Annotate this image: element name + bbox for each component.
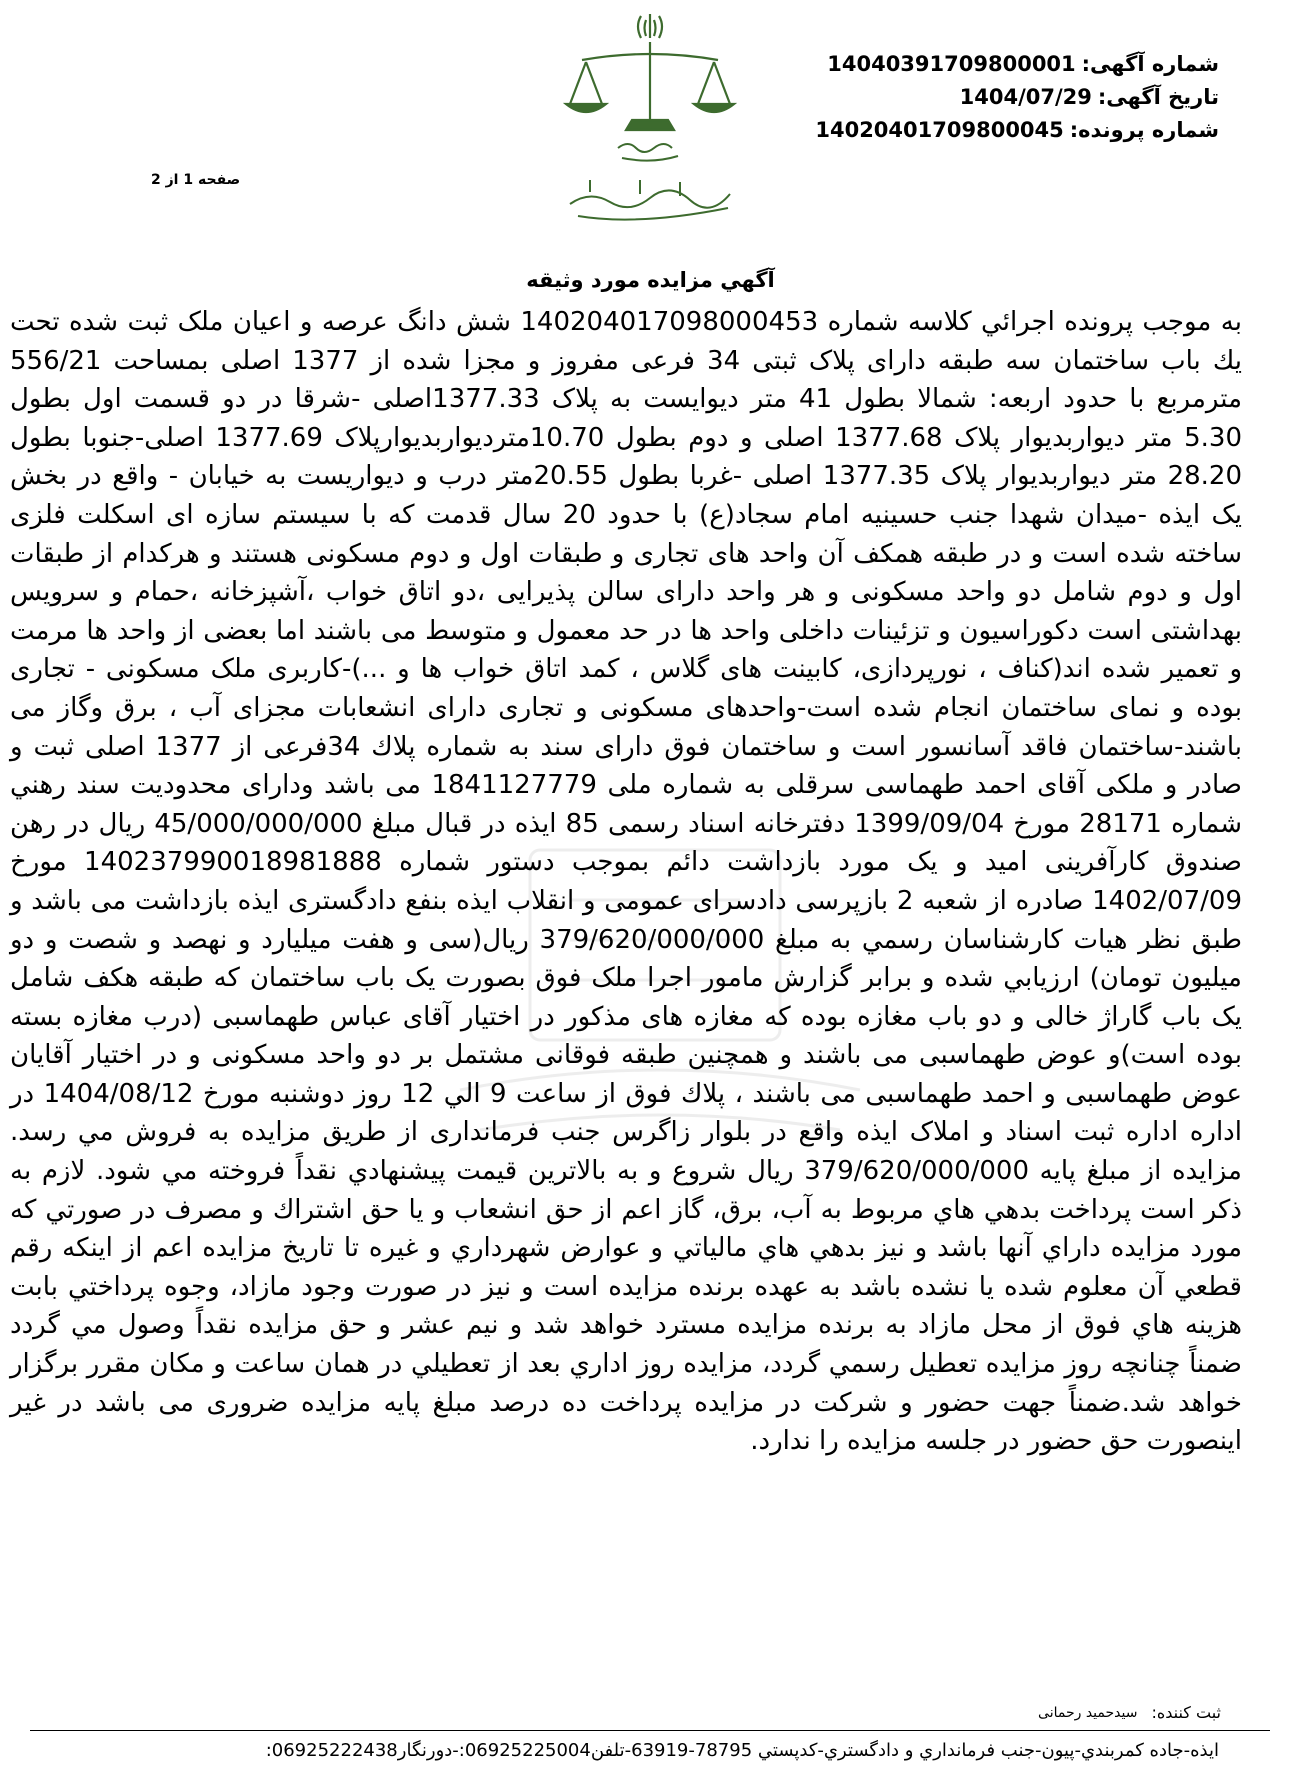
notice-date-row bbox=[749, 81, 1219, 114]
notice-number-row bbox=[749, 48, 1219, 81]
file-number-row bbox=[749, 114, 1219, 147]
document-header bbox=[0, 0, 1301, 250]
registrar-name: سیدحمید رحمانی bbox=[1038, 1705, 1138, 1721]
notice-date-value: 1404/07/29 bbox=[959, 85, 1092, 109]
registrar bbox=[891, 1703, 1221, 1722]
notice-number-label: شماره آگهی: bbox=[1081, 52, 1219, 76]
registrar-label: ثبت کننده: bbox=[1151, 1703, 1221, 1722]
notice-date-label: تاریخ آگهی: bbox=[1097, 85, 1219, 109]
footer-divider bbox=[30, 1730, 1270, 1731]
judiciary-emblem-icon bbox=[530, 8, 770, 236]
notice-body: به موجب پرونده اجرائي كلاسه شماره 140204017098000453 شش دانگ عرصه و اعیان ملک ثبت شده تحت يك باب ساختمان سه طبقه دارای پلاک ثبتی 34 فرعی مفروز و مجزا شده از 1377 اصلی بمساحت 556/21 مترمربع با حدود اربعه: شمالا بطول 41 متر دیوایست به پلاک 1377.33اصلی -شرقا در دو قسمت اول بطول 5.30 متر دیواربدیوار پلاک 1377.68 اصلی و دوم بطول 10.70متردیواربدیوارپلاک 1377.69 اصلی-جنوبا بطول 28.20 متر دیواربدیوار پلاک 1377.35 اصلی -غربا بطول 20.55متر درب و دیواریست به خیابان - واقع در بخش یک ایذه -میدان شهدا جنب حسینیه امام سجاد(ع) با حدود 20 سال قدمت که با سیستم سازه ای اسکلت فلزی ساخته شده است و در طبقه همکف آن واحد های تجاری و طبقات اول و دوم مسکونی هستند و هرکدام از طبقات اول و دوم شامل دو واحد مسکونی و هر واحد دارای سالن پذیرایی ،دو اتاق خواب ،آشپزخانه ،حمام و سرویس بهداشتی است دکوراسیون و تزئینات داخلی واحد ها در حد معمول و متوسط می باشند اما بعضی از واحد ها مرمت و تعمیر شده اند(کناف ، نورپردازی، کابینت های گلاس ، کمد اتاق خواب ها و ...)-کاربری ملک مسکونی - تجاری بوده و نمای ساختمان انجام شده است-واحدهای مسکونی و تجاری دارای انشعابات مجزای آب ، برق وگاز می باشند-ساختمان فاقد آسانسور است و ساختمان فوق دارای سند به شماره پلاك 34فرعی از 1377 اصلی ثبت و صادر و ملکی آقای احمد طهماسی سرقلی به شماره ملی 1841127779 می باشد ودارای محدودیت سند رهني شماره 28171 مورخ 1399/09/04 دفترخانه اسناد رسمی 85 ایذه در قبال مبلغ 45/000/000/000 ریال در رهن صندوق کارآفرینی امید و یک مورد بازداشت دائم بموجب دستور شماره 140237990018981888 مورخ 1402/07/09 صادره از شعبه 2 بازپرسی دادسرای عمومی و انقلاب ایذه بنفع دادگستری ایذه بازداشت می باشد و طبق نظر هیات کارشناسان رسمي به مبلغ 379/620/000/000 ریال(سی و هفت میلیارد و نهصد و شصت و دو میلیون تومان) ارزيابي شده و برابر گزارش مامور اجرا ملک فوق بصورت یک باب ساختمان که طبقه هکف شامل یک باب گاراژ خالی و دو باب مغازه بوده که مغازه های مذکور در اختیار آقای عباس طهماسبی (درب مغازه بسته بوده است)و عوض طهماسبی می باشند و همچنین طبقه فوقانی مشتمل بر دو واحد مسکونی و در اختیار آقایان عوض طهماسبی و احمد طهماسبی می باشند ، پلاك فوق از ساعت 9 الي 12 روز دوشنبه مورخ 1404/08/12 در اداره اداره ثبت اسناد و املاک ایذه واقع در بلوار زاگرس جنب فرمانداری از طريق مزايده به فروش مي رسد. مزايده از مبلغ پايه 379/620/000/000 ريال شروع و به بالاترين قيمت پيشنهادي نقداً فروخته مي شود. لازم به ذكر است پرداخت بدهي هاي مربوط به آب، برق، گاز اعم از حق انشعاب و يا حق اشتراك و مصرف در صورتي كه مورد مزايده داراي آنها باشد و نيز بدهي هاي مالياتي و عوارض شهرداري و غيره تا تاريخ مزايده اعم از اينكه رقم قطعي آن معلوم شده يا نشده باشد به عهده برنده مزايده است و نيز در صورت وجود مازاد، وجوه پرداختي بابت هزينه هاي فوق از محل مازاد به برنده مزايده مسترد خواهد شد و نيم عشر و حق مزايده نقداً وصول مي گردد ضمناً چنانچه روز مزايده تعطيل رسمي گردد، مزايده روز اداري بعد از تعطيلي در همان ساعت و مكان مقرر برگزار خواهد شد.ضمناً جهت حضور و شرکت در مزایده پرداخت ده درصد مبلغ پایه مزایده ضروری می باشد در غیر اینصورت حق حضور در جلسه مزایده را ندارد. bbox=[10, 307, 1243, 1457]
notice-meta bbox=[749, 48, 1219, 147]
footer-address: ایذه-جاده کمربندي-پيون-جنب فرمانداري و دادگستري-کدپستي 78795-63919-تلفن06925225004:-دورنگار06925222438: bbox=[265, 1740, 1219, 1761]
page-number: صفحه 1 از 2 bbox=[151, 172, 241, 188]
notice-number-value: 14040391709800001 bbox=[827, 52, 1076, 76]
notice-title: آگهي مزايده مورد وثيقه bbox=[526, 268, 775, 292]
file-number-label: شماره پرونده: bbox=[1069, 118, 1219, 142]
file-number-value: 14020401709800045 bbox=[815, 118, 1064, 142]
